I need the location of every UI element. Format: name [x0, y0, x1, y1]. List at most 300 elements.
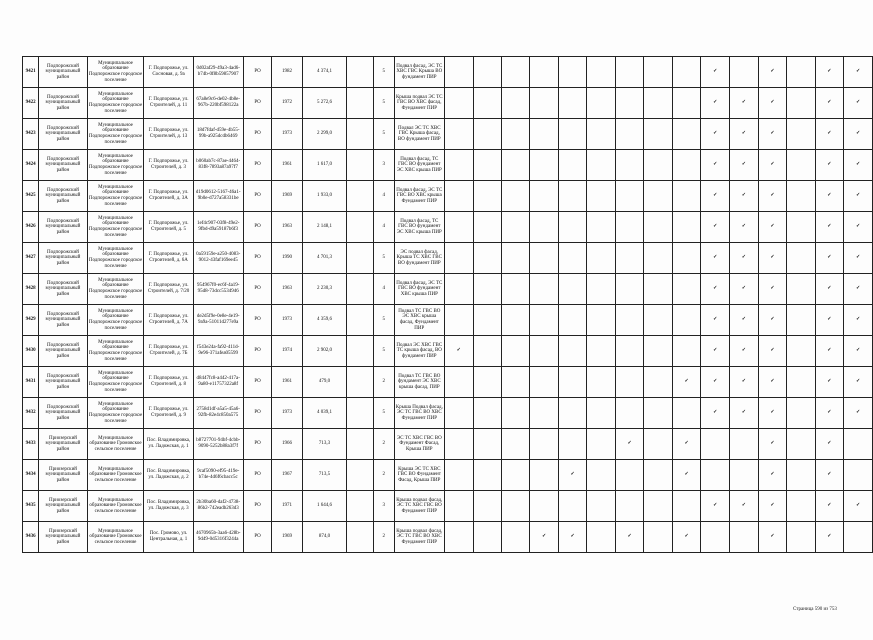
row-number: 9425 [23, 181, 39, 212]
blank-cell [347, 212, 373, 243]
total-area-cell: 2 902,0 [302, 336, 346, 367]
empty-work-cell [501, 491, 529, 522]
empty-work-cell [473, 150, 501, 181]
blank-cell [347, 460, 373, 491]
floors-cell: 2 [373, 429, 394, 460]
empty-work-cell [558, 336, 587, 367]
table-row [23, 522, 873, 553]
empty-work-cell [587, 491, 615, 522]
empty-work-cell [787, 491, 815, 522]
empty-work-cell [787, 88, 815, 119]
district-cell: Подпорожский муниципальный район [39, 212, 87, 243]
district-cell: Подпорожский муниципальный район [39, 398, 87, 429]
empty-work-cell [787, 429, 815, 460]
check-mark-icon: ✓ [672, 367, 701, 398]
build-year-cell: 1969 [272, 522, 302, 553]
empty-work-cell [530, 305, 559, 336]
district-cell: Подпорожский муниципальный район [39, 181, 87, 212]
check-mark-icon: ✓ [844, 88, 873, 119]
check-mark-icon: ✓ [758, 460, 787, 491]
row-number: 9431 [23, 367, 39, 398]
empty-work-cell [558, 88, 587, 119]
empty-work-cell [501, 243, 529, 274]
blank-cell [347, 181, 373, 212]
address-cell: Г. Подпорожье, ул. Строителей, д. 8 [144, 367, 193, 398]
management-type-cell: РО [243, 181, 272, 212]
empty-work-cell [501, 119, 529, 150]
empty-work-cell [587, 522, 615, 553]
build-year-cell: 1971 [272, 491, 302, 522]
check-mark-icon: ✓ [730, 181, 759, 212]
row-number: 9424 [23, 150, 39, 181]
check-mark-icon: ✓ [701, 57, 730, 88]
address-cell: Г. Подпорожье, ул. Строителей, д. 3 [144, 150, 193, 181]
empty-work-cell [672, 305, 701, 336]
empty-work-cell [530, 57, 559, 88]
municipality-cell: Муниципальное образование Подпорожское городское поселение [87, 181, 144, 212]
empty-work-cell [473, 305, 501, 336]
row-number: 9432 [23, 398, 39, 429]
empty-work-cell [501, 367, 529, 398]
works-list-cell: Подвал ЭС ТС ХВС ГВС Крыша фасад, ВО фундамент ПИР [394, 119, 444, 150]
empty-work-cell [530, 212, 559, 243]
check-mark-icon: ✓ [815, 305, 844, 336]
floors-cell: 5 [373, 398, 394, 429]
empty-work-cell [844, 522, 873, 553]
check-mark-icon: ✓ [701, 491, 730, 522]
empty-work-cell [672, 181, 701, 212]
house-guid-cell: 18d7fdaf-d59e-4b55-99b-a925dcdb6469 [193, 119, 243, 150]
empty-work-cell [615, 181, 644, 212]
district-cell: Подпорожский муниципальный район [39, 119, 87, 150]
municipality-cell: Муниципальное образование Подпорожское городское поселение [87, 398, 144, 429]
address-cell: Г. Подпорожье, ул. Строителей, д. 6А [144, 243, 193, 274]
empty-work-cell [644, 57, 672, 88]
works-list-cell: Подвал ТС ГВС ВО ЭС ХВС крыша фасад, Фундамент ПИР [394, 305, 444, 336]
municipality-cell: Муниципальное образование Громовское сельское поселение [87, 522, 144, 553]
blank-cell [347, 150, 373, 181]
empty-work-cell [473, 367, 501, 398]
empty-work-cell [473, 429, 501, 460]
check-mark-icon: ✓ [730, 243, 759, 274]
empty-work-cell [530, 181, 559, 212]
total-area-cell: 4 039,1 [302, 398, 346, 429]
row-number: 9422 [23, 88, 39, 119]
row-number: 9427 [23, 243, 39, 274]
municipality-cell: Муниципальное образование Подпорожское городское поселение [87, 57, 144, 88]
empty-work-cell [644, 243, 672, 274]
empty-work-cell [615, 57, 644, 88]
district-cell: Подпорожский муниципальный район [39, 336, 87, 367]
empty-work-cell [558, 181, 587, 212]
management-type-cell: РО [243, 119, 272, 150]
blank-cell [347, 522, 373, 553]
empty-work-cell [501, 398, 529, 429]
district-cell: Подпорожский муниципальный район [39, 274, 87, 305]
house-guid-cell: de2d5f9e-0e8e-4e19-9a9a-51011d277e9a [193, 305, 243, 336]
empty-work-cell [444, 429, 473, 460]
table-row [23, 274, 873, 305]
row-number: 9423 [23, 119, 39, 150]
empty-work-cell [501, 150, 529, 181]
row-number: 9430 [23, 336, 39, 367]
house-guid-cell: b8727701-94bf-4cbb-9090-5252b88a3f7f [193, 429, 243, 460]
empty-work-cell [558, 212, 587, 243]
check-mark-icon: ✓ [701, 336, 730, 367]
house-guid-cell: 67a8e9c6-de02-4b8e-967b-220bf598122a [193, 88, 243, 119]
empty-work-cell [473, 243, 501, 274]
house-guid-cell: f543e24a-fa92-411d-9e96-371afea05599 [193, 336, 243, 367]
district-cell: Подпорожский муниципальный район [39, 57, 87, 88]
empty-work-cell [787, 336, 815, 367]
check-mark-icon: ✓ [730, 305, 759, 336]
empty-work-cell [615, 305, 644, 336]
page-number: Страница 590 из 753 [793, 607, 837, 612]
empty-work-cell [444, 243, 473, 274]
total-area-cell: 4 359,6 [302, 305, 346, 336]
row-number: 9421 [23, 57, 39, 88]
address-cell: Г. Подпорожье, ул. Строителей, д. 11 [144, 88, 193, 119]
check-mark-icon: ✓ [844, 150, 873, 181]
works-list-cell: ЭС подвал фасад, Крыша ТС ХВС ГВС ВО фундамент ПИР [394, 243, 444, 274]
address-cell: Пос. Владимировка, ул. Ладожская, д. 3 [144, 491, 193, 522]
check-mark-icon: ✓ [844, 336, 873, 367]
empty-work-cell [615, 491, 644, 522]
total-area-cell: 713,5 [302, 460, 346, 491]
house-guid-cell: 0a59159e-a250-4083-9012-43faf169ee45 [193, 243, 243, 274]
check-mark-icon: ✓ [558, 460, 587, 491]
empty-work-cell [587, 243, 615, 274]
check-mark-icon: ✓ [672, 522, 701, 553]
total-area-cell: 4 701,3 [302, 243, 346, 274]
empty-work-cell [615, 367, 644, 398]
management-type-cell: РО [243, 336, 272, 367]
address-cell: Пос. Владимировка, ул. Ладожская, д. 2 [144, 460, 193, 491]
row-number: 9435 [23, 491, 39, 522]
row-number: 9426 [23, 212, 39, 243]
table-row [23, 181, 873, 212]
house-guid-cell: 0d02af29-49a3-4ad6-b74b-0f8b59857907 [193, 57, 243, 88]
floors-cell: 5 [373, 243, 394, 274]
address-cell: Г. Подпорожье, ул. Сосновая, д. 9а [144, 57, 193, 88]
empty-work-cell [672, 398, 701, 429]
check-mark-icon: ✓ [730, 119, 759, 150]
management-type-cell: РО [243, 88, 272, 119]
empty-work-cell [558, 243, 587, 274]
check-mark-icon: ✓ [730, 212, 759, 243]
check-mark-icon: ✓ [701, 88, 730, 119]
total-area-cell: 2 230,3 [302, 274, 346, 305]
empty-work-cell [787, 522, 815, 553]
address-cell: Г. Подпорожье, ул. Строителей, д. 5 [144, 212, 193, 243]
check-mark-icon: ✓ [815, 274, 844, 305]
works-list-cell: ЭС ТС ХВС ГВС ВО Фундамент Фасад, Крыша ПИР [394, 429, 444, 460]
empty-work-cell [615, 212, 644, 243]
empty-work-cell [558, 398, 587, 429]
empty-work-cell [444, 57, 473, 88]
empty-work-cell [730, 57, 759, 88]
check-mark-icon: ✓ [701, 243, 730, 274]
empty-work-cell [558, 57, 587, 88]
address-cell: Г. Подпорожье, ул. Строителей, д. 7А [144, 305, 193, 336]
empty-work-cell [672, 212, 701, 243]
total-area-cell: 4 374,1 [302, 57, 346, 88]
empty-work-cell [473, 336, 501, 367]
check-mark-icon: ✓ [815, 57, 844, 88]
empty-work-cell [587, 274, 615, 305]
management-type-cell: РО [243, 367, 272, 398]
blank-cell [347, 88, 373, 119]
floors-cell: 2 [373, 367, 394, 398]
works-list-cell: Крыша подвал фасад, ЭС ТС ГВС ВО ХВС Фундамент ПИР [394, 522, 444, 553]
floors-cell: 4 [373, 274, 394, 305]
check-mark-icon: ✓ [730, 491, 759, 522]
empty-work-cell [501, 305, 529, 336]
empty-work-cell [644, 150, 672, 181]
blank-cell [347, 367, 373, 398]
check-mark-icon: ✓ [758, 243, 787, 274]
address-cell: Г. Подпорожье, ул. Строителей, д. 7Б [144, 336, 193, 367]
municipality-cell: Муниципальное образование Подпорожское городское поселение [87, 88, 144, 119]
table-row [23, 429, 873, 460]
empty-work-cell [615, 88, 644, 119]
empty-work-cell [701, 429, 730, 460]
empty-work-cell [473, 274, 501, 305]
empty-work-cell [558, 367, 587, 398]
check-mark-icon: ✓ [758, 212, 787, 243]
floors-cell: 4 [373, 181, 394, 212]
check-mark-icon: ✓ [815, 460, 844, 491]
management-type-cell: РО [243, 522, 272, 553]
empty-work-cell [644, 491, 672, 522]
empty-work-cell [530, 367, 559, 398]
works-list-cell: Крыша Подвал фасад, ЭС ТС ГВС ВО ХВС Фундамент ПИР [394, 398, 444, 429]
management-type-cell: РО [243, 429, 272, 460]
empty-work-cell [787, 243, 815, 274]
check-mark-icon: ✓ [844, 212, 873, 243]
check-mark-icon: ✓ [758, 491, 787, 522]
floors-cell: 5 [373, 305, 394, 336]
empty-work-cell [730, 429, 759, 460]
blank-cell [347, 429, 373, 460]
table-row [23, 460, 873, 491]
empty-work-cell [644, 336, 672, 367]
empty-work-cell [730, 460, 759, 491]
works-list-cell: Подвал ТС ГВС ВО фундамент ЭС ХВС крыша фасад, ПИР [394, 367, 444, 398]
empty-work-cell [530, 429, 559, 460]
empty-work-cell [444, 119, 473, 150]
empty-work-cell [844, 460, 873, 491]
total-area-cell: 479,0 [302, 367, 346, 398]
empty-work-cell [787, 274, 815, 305]
works-list-cell: Подвал ЭС ХВС ГВС ТС крыша фасад, ВО фундамент ПИР [394, 336, 444, 367]
empty-work-cell [444, 305, 473, 336]
house-guid-cell: 954967f0-ec6f-4a19-95d8-73dcc5534946 [193, 274, 243, 305]
check-mark-icon: ✓ [701, 181, 730, 212]
check-mark-icon: ✓ [530, 522, 559, 553]
check-mark-icon: ✓ [701, 367, 730, 398]
empty-work-cell [587, 398, 615, 429]
empty-work-cell [787, 398, 815, 429]
address-cell: Пос. Владимировка, ул. Ладожская, д. 1 [144, 429, 193, 460]
check-mark-icon: ✓ [815, 336, 844, 367]
check-mark-icon: ✓ [730, 88, 759, 119]
floors-cell: 3 [373, 491, 394, 522]
check-mark-icon: ✓ [844, 181, 873, 212]
check-mark-icon: ✓ [758, 181, 787, 212]
empty-work-cell [501, 429, 529, 460]
floors-cell: 5 [373, 88, 394, 119]
empty-work-cell [787, 212, 815, 243]
works-list-cell: Крыша ЭС ТС ХВС ГВС ВО Фундамент Фасад, Крыша ПИР [394, 460, 444, 491]
municipality-cell: Муниципальное образование Подпорожское городское поселение [87, 212, 144, 243]
house-guid-cell: d19d0612-5167-46a1-9b0e-d727a58331be [193, 181, 243, 212]
check-mark-icon: ✓ [844, 491, 873, 522]
check-mark-icon: ✓ [615, 522, 644, 553]
build-year-cell: 1972 [272, 88, 302, 119]
empty-work-cell [644, 367, 672, 398]
blank-cell [347, 57, 373, 88]
management-type-cell: РО [243, 398, 272, 429]
table-row [23, 367, 873, 398]
check-mark-icon: ✓ [701, 305, 730, 336]
check-mark-icon: ✓ [758, 398, 787, 429]
check-mark-icon: ✓ [815, 429, 844, 460]
row-number: 9436 [23, 522, 39, 553]
housing-register-table [22, 56, 873, 553]
empty-work-cell [615, 243, 644, 274]
build-year-cell: 1973 [272, 398, 302, 429]
empty-work-cell [787, 305, 815, 336]
table-row [23, 57, 873, 88]
house-guid-cell: 2758d1df-a5a5-45a6-92fb-82e4c850a575 [193, 398, 243, 429]
floors-cell: 4 [373, 212, 394, 243]
empty-work-cell [644, 522, 672, 553]
address-cell: Г. Подпорожье, ул. Строителей, д. 9 [144, 398, 193, 429]
check-mark-icon: ✓ [815, 243, 844, 274]
check-mark-icon: ✓ [758, 367, 787, 398]
district-cell: Приозерский муниципальный район [39, 522, 87, 553]
empty-work-cell [558, 429, 587, 460]
build-year-cell: 1990 [272, 243, 302, 274]
empty-work-cell [530, 460, 559, 491]
works-list-cell: Подвал фасад, ЭС ТС ХВС ГВС Крыша ВО фундамент ПИР [394, 57, 444, 88]
empty-work-cell [787, 150, 815, 181]
empty-work-cell [530, 243, 559, 274]
empty-work-cell [672, 243, 701, 274]
empty-work-cell [473, 398, 501, 429]
total-area-cell: 5 272,6 [302, 88, 346, 119]
build-year-cell: 1969 [272, 181, 302, 212]
empty-work-cell [587, 305, 615, 336]
row-number: 9434 [23, 460, 39, 491]
check-mark-icon: ✓ [844, 305, 873, 336]
empty-work-cell [701, 460, 730, 491]
total-area-cell: 2 148,1 [302, 212, 346, 243]
municipality-cell: Муниципальное образование Подпорожское городское поселение [87, 274, 144, 305]
management-type-cell: РО [243, 274, 272, 305]
check-mark-icon: ✓ [758, 150, 787, 181]
check-mark-icon: ✓ [444, 336, 473, 367]
empty-work-cell [530, 119, 559, 150]
management-type-cell: РО [243, 305, 272, 336]
table-row [23, 243, 873, 274]
empty-work-cell [473, 212, 501, 243]
empty-work-cell [672, 491, 701, 522]
table-row [23, 88, 873, 119]
total-area-cell: 1 933,0 [302, 181, 346, 212]
management-type-cell: РО [243, 243, 272, 274]
empty-work-cell [644, 181, 672, 212]
municipality-cell: Муниципальное образование Подпорожское городское поселение [87, 305, 144, 336]
empty-work-cell [844, 429, 873, 460]
row-number: 9433 [23, 429, 39, 460]
district-cell: Подпорожский муниципальный район [39, 150, 87, 181]
check-mark-icon: ✓ [844, 398, 873, 429]
empty-work-cell [530, 336, 559, 367]
row-number: 9428 [23, 274, 39, 305]
empty-work-cell [644, 305, 672, 336]
district-cell: Подпорожский муниципальный район [39, 305, 87, 336]
management-type-cell: РО [243, 212, 272, 243]
empty-work-cell [672, 336, 701, 367]
management-type-cell: РО [243, 491, 272, 522]
empty-work-cell [530, 88, 559, 119]
check-mark-icon: ✓ [844, 367, 873, 398]
check-mark-icon: ✓ [844, 274, 873, 305]
house-guid-cell: 9caf5090-ef95-419e-b74e-4d6f6cbacc5c [193, 460, 243, 491]
house-guid-cell: 4670965b-3aa6-428b-9d49-0d5316f3244a [193, 522, 243, 553]
floors-cell: 2 [373, 522, 394, 553]
empty-work-cell [444, 181, 473, 212]
municipality-cell: Муниципальное образование Громовское сельское поселение [87, 429, 144, 460]
check-mark-icon: ✓ [730, 398, 759, 429]
check-mark-icon: ✓ [730, 367, 759, 398]
municipality-cell: Муниципальное образование Подпорожское городское поселение [87, 119, 144, 150]
check-mark-icon: ✓ [758, 305, 787, 336]
floors-cell: 5 [373, 119, 394, 150]
build-year-cell: 1967 [272, 460, 302, 491]
check-mark-icon: ✓ [701, 150, 730, 181]
empty-work-cell [501, 336, 529, 367]
empty-work-cell [444, 460, 473, 491]
floors-cell: 3 [373, 150, 394, 181]
municipality-cell: Муниципальное образование Подпорожское городское поселение [87, 367, 144, 398]
works-list-cell: Подвал фасад, ТС ГВС ВО фундамент ЭС ХВС крыша ПИР [394, 150, 444, 181]
empty-work-cell [672, 88, 701, 119]
empty-work-cell [787, 57, 815, 88]
empty-work-cell [558, 305, 587, 336]
check-mark-icon: ✓ [730, 274, 759, 305]
empty-work-cell [530, 150, 559, 181]
empty-work-cell [444, 274, 473, 305]
municipality-cell: Муниципальное образование Громовское сельское поселение [87, 460, 144, 491]
district-cell: Приозерский муниципальный район [39, 429, 87, 460]
empty-work-cell [530, 274, 559, 305]
house-guid-cell: d8447fc8-a442-417a-9a80-e11757322a8f [193, 367, 243, 398]
empty-work-cell [701, 522, 730, 553]
blank-cell [347, 119, 373, 150]
empty-work-cell [615, 460, 644, 491]
check-mark-icon: ✓ [815, 212, 844, 243]
check-mark-icon: ✓ [815, 119, 844, 150]
check-mark-icon: ✓ [815, 88, 844, 119]
empty-work-cell [444, 212, 473, 243]
district-cell: Приозерский муниципальный район [39, 460, 87, 491]
check-mark-icon: ✓ [701, 119, 730, 150]
empty-work-cell [644, 429, 672, 460]
works-list-cell: Подвал фасад, ТС ГВС ВО фундамент ЭС ХВС крыша ПИР [394, 212, 444, 243]
